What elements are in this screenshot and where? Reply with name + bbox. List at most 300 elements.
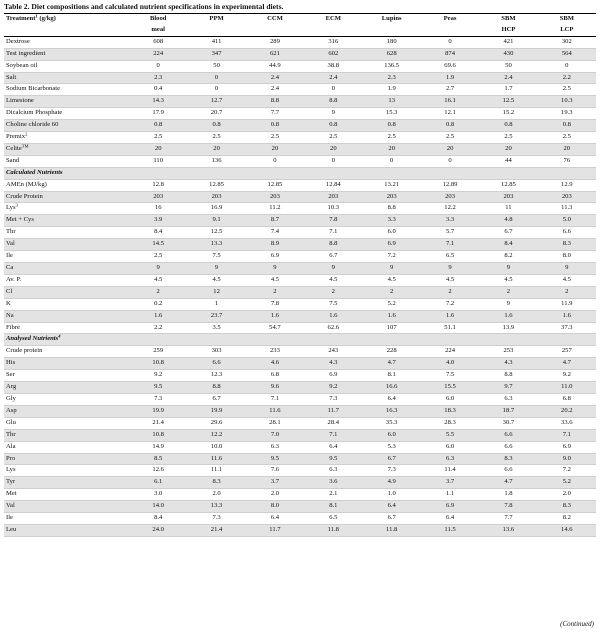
- table-cell: 347: [187, 48, 245, 60]
- row-label: [4, 489, 129, 501]
- table-row: [4, 263, 596, 275]
- row-label: [4, 382, 129, 394]
- section-row: [4, 334, 596, 346]
- table-cell: 6.7: [187, 393, 245, 405]
- table-cell: 2.5: [479, 132, 537, 144]
- table-cell: 13.3: [187, 501, 245, 513]
- row-label: [4, 96, 129, 108]
- table-row: [4, 120, 596, 132]
- table-cell: 6.0: [363, 429, 421, 441]
- row-label-text: Fibre: [6, 323, 20, 331]
- table-cell: 0.8: [421, 120, 479, 132]
- table-row: [4, 501, 596, 513]
- column-header: Blood: [129, 14, 187, 25]
- table-cell: 12.7: [187, 96, 245, 108]
- column-header-sub: [187, 25, 245, 36]
- table-cell: 5.2: [538, 477, 596, 489]
- row-label: [4, 298, 129, 310]
- table-cell: 4.7: [363, 358, 421, 370]
- table-cell: 51.1: [421, 322, 479, 334]
- treatment-header: [4, 14, 129, 25]
- column-header: PPM: [187, 14, 245, 25]
- table-cell: 14.5: [129, 239, 187, 251]
- table-cell: 316: [304, 36, 362, 48]
- table-cell: 18.3: [421, 405, 479, 417]
- table-cell: 6.6: [479, 465, 537, 477]
- row-label: [4, 358, 129, 370]
- table-cell: 0.2: [129, 298, 187, 310]
- table-cell: 10.3: [304, 203, 362, 215]
- table-cell: 1.0: [363, 489, 421, 501]
- row-label-text: Pro: [6, 454, 16, 462]
- table-cell: 136.5: [363, 60, 421, 72]
- table-cell: 2.5: [538, 132, 596, 144]
- table-row: [4, 60, 596, 72]
- table-cell: 0: [304, 84, 362, 96]
- table-cell: 12.2: [421, 203, 479, 215]
- footnote-marker: 1: [35, 13, 38, 19]
- table-cell: 4.7: [479, 477, 537, 489]
- table-cell: 10.8: [129, 358, 187, 370]
- section-heading: [4, 334, 596, 346]
- table-cell: 4.9: [363, 477, 421, 489]
- table-cell: 6.5: [304, 513, 362, 525]
- table-cell: 7.3: [363, 465, 421, 477]
- table-cell: 11.4: [421, 465, 479, 477]
- table-cell: 20.2: [538, 405, 596, 417]
- row-label: [4, 524, 129, 536]
- table-row: [4, 155, 596, 167]
- table-cell: 16.1: [421, 96, 479, 108]
- table-cell: 21.4: [187, 524, 245, 536]
- table-cell: 0.8: [246, 120, 304, 132]
- section-title: Calculated Nutrients: [6, 168, 63, 176]
- table-cell: 203: [304, 191, 362, 203]
- table-cell: 1.6: [538, 310, 596, 322]
- table-cell: 11.1: [187, 465, 245, 477]
- row-label-text: Cl: [6, 287, 13, 295]
- row-label-text: Na: [6, 311, 14, 319]
- section-heading: [4, 167, 596, 179]
- table-cell: 5.0: [538, 215, 596, 227]
- table-cell: 20: [246, 143, 304, 155]
- table-cell: 203: [479, 191, 537, 203]
- table-cell: 303: [187, 346, 245, 358]
- table-cell: 2.4: [246, 72, 304, 84]
- row-label-text: Celite: [6, 144, 22, 152]
- row-label: [4, 286, 129, 298]
- column-header: SBM: [479, 14, 537, 25]
- table-cell: 9: [304, 108, 362, 120]
- table-cell: 9.2: [304, 382, 362, 394]
- column-header: Lupins: [363, 14, 421, 25]
- table-cell: 11.0: [538, 382, 596, 394]
- row-label-text: Glu: [6, 418, 16, 426]
- table-cell: 12.5: [479, 96, 537, 108]
- table-cell: 4.5: [129, 274, 187, 286]
- table-cell: 4.5: [246, 274, 304, 286]
- table-cell: 9: [538, 263, 596, 275]
- table-cell: 6.7: [363, 453, 421, 465]
- table-cell: 13.9: [479, 322, 537, 334]
- row-label: [4, 263, 129, 275]
- table-cell: 2.2: [129, 322, 187, 334]
- table-cell: 14.6: [538, 524, 596, 536]
- table-cell: 6.4: [246, 513, 304, 525]
- table-cell: 3.3: [363, 215, 421, 227]
- table-cell: 12.3: [187, 370, 245, 382]
- row-label-text: Ala: [6, 442, 16, 450]
- table-cell: 13.3: [187, 239, 245, 251]
- table-cell: 7.8: [479, 501, 537, 513]
- table-cell: 0.8: [538, 120, 596, 132]
- table-row: [4, 108, 596, 120]
- table-cell: 9: [421, 263, 479, 275]
- table-cell: 12.8: [129, 179, 187, 191]
- table-cell: 0.8: [129, 120, 187, 132]
- table-cell: 4.5: [479, 274, 537, 286]
- table-cell: 8.8: [304, 239, 362, 251]
- table-cell: 6.8: [538, 393, 596, 405]
- table-cell: 8.0: [246, 501, 304, 513]
- row-label-text: Lys: [6, 466, 16, 474]
- table-cell: 21.4: [129, 417, 187, 429]
- table-cell: 12: [187, 286, 245, 298]
- table-cell: 4.5: [304, 274, 362, 286]
- table-cell: 2.3: [363, 72, 421, 84]
- table-cell: 11.6: [246, 405, 304, 417]
- table-cell: 20: [363, 143, 421, 155]
- header-row-1: [4, 14, 596, 25]
- table-cell: 12.1: [421, 108, 479, 120]
- table-cell: 7.7: [479, 513, 537, 525]
- row-label: [4, 513, 129, 525]
- table-cell: 69.6: [421, 60, 479, 72]
- table-cell: 3.7: [246, 477, 304, 489]
- table-cell: 9: [129, 263, 187, 275]
- table-cell: 4.8: [479, 215, 537, 227]
- table-cell: 11: [479, 203, 537, 215]
- table-cell: 874: [421, 48, 479, 60]
- table-cell: 9.5: [129, 382, 187, 394]
- column-header-sub: HCP: [479, 25, 537, 36]
- row-label: [4, 48, 129, 60]
- row-label: [4, 417, 129, 429]
- table-cell: 9: [479, 298, 537, 310]
- table-cell: 54.7: [246, 322, 304, 334]
- table-cell: 37.3: [538, 322, 596, 334]
- row-label: [4, 322, 129, 334]
- row-label: [4, 310, 129, 322]
- table-cell: 12.85: [246, 179, 304, 191]
- table-cell: 20: [538, 143, 596, 155]
- table-cell: 8.8: [479, 370, 537, 382]
- table-cell: 6.3: [421, 453, 479, 465]
- table-cell: 2.5: [129, 132, 187, 144]
- table-row: [4, 524, 596, 536]
- table-cell: 11.5: [421, 524, 479, 536]
- table-cell: 12.85: [479, 179, 537, 191]
- table-cell: 0.8: [479, 120, 537, 132]
- table-row: [4, 370, 596, 382]
- table-cell: 0.8: [187, 120, 245, 132]
- row-label: [4, 477, 129, 489]
- table-cell: 19.3: [538, 108, 596, 120]
- table-cell: 6.9: [421, 501, 479, 513]
- row-label: [4, 429, 129, 441]
- table-cell: 8.4: [129, 513, 187, 525]
- table-cell: 7.4: [246, 227, 304, 239]
- table-row: [4, 477, 596, 489]
- table-cell: 6.3: [304, 465, 362, 477]
- table-cell: 243: [304, 346, 362, 358]
- row-label-text: Choline chloride 60: [6, 121, 59, 129]
- table-cell: 9.6: [246, 382, 304, 394]
- row-label: [4, 465, 129, 477]
- column-header-sub: [421, 25, 479, 36]
- table-cell: 9: [304, 263, 362, 275]
- row-label: [4, 132, 129, 144]
- row-label-text: AMEn (MJ/kg): [6, 180, 47, 188]
- continued-note: (Continued): [560, 620, 594, 628]
- table-cell: 8.2: [479, 251, 537, 263]
- table-cell: 8.4: [479, 239, 537, 251]
- treatment-unit: (g/kg): [37, 15, 56, 22]
- table-cell: 9: [246, 263, 304, 275]
- table-body: [4, 36, 596, 536]
- row-label: [4, 274, 129, 286]
- row-label: [4, 393, 129, 405]
- table-cell: 11.8: [363, 524, 421, 536]
- table-cell: 224: [129, 48, 187, 60]
- row-label: [4, 155, 129, 167]
- table-cell: 602: [304, 48, 362, 60]
- table-cell: 421: [479, 36, 537, 48]
- table-cell: 203: [363, 191, 421, 203]
- table-cell: 16: [129, 203, 187, 215]
- table-cell: 6.5: [421, 251, 479, 263]
- table-cell: 44: [479, 155, 537, 167]
- table-cell: 9.7: [479, 382, 537, 394]
- table-cell: 2: [421, 286, 479, 298]
- table-cell: 6.4: [363, 393, 421, 405]
- table-cell: 7.3: [187, 513, 245, 525]
- table-cell: 5.3: [363, 441, 421, 453]
- row-label-text: Arg: [6, 383, 17, 391]
- table-cell: 6.9: [363, 239, 421, 251]
- table-cell: 302: [538, 36, 596, 48]
- table-cell: 7.1: [304, 429, 362, 441]
- row-label-text: Crude Protein: [6, 192, 43, 200]
- table-cell: 8.5: [129, 453, 187, 465]
- table-cell: 18.7: [479, 405, 537, 417]
- table-cell: 15.3: [363, 108, 421, 120]
- table-cell: 28.1: [246, 417, 304, 429]
- table-cell: 6.0: [421, 441, 479, 453]
- table-cell: 6.6: [479, 441, 537, 453]
- table-cell: 10.8: [129, 429, 187, 441]
- table-cell: 203: [421, 191, 479, 203]
- table-row: [4, 358, 596, 370]
- table-cell: 12.5: [187, 227, 245, 239]
- table-row: [4, 36, 596, 48]
- section-title: Analysed Nutrients: [6, 335, 59, 343]
- table-cell: 10.3: [538, 96, 596, 108]
- row-label: [4, 36, 129, 48]
- table-cell: 2.1: [304, 489, 362, 501]
- table-cell: 20: [421, 143, 479, 155]
- row-label-text: Premix: [6, 133, 26, 141]
- table-cell: 12.9: [538, 179, 596, 191]
- row-label: [4, 501, 129, 513]
- table-cell: 3.9: [129, 215, 187, 227]
- table-row: [4, 191, 596, 203]
- table-cell: 1.6: [421, 310, 479, 322]
- row-label: [4, 120, 129, 132]
- table-cell: 11.2: [246, 203, 304, 215]
- table-cell: 50: [187, 60, 245, 72]
- table-cell: 6.6: [187, 358, 245, 370]
- table-cell: 14.3: [129, 96, 187, 108]
- row-label: [4, 239, 129, 251]
- table-row: [4, 417, 596, 429]
- table-cell: 5.5: [421, 429, 479, 441]
- footnote-marker: 2: [25, 131, 28, 137]
- column-header-sub: [363, 25, 421, 36]
- table-cell: 5.7: [421, 227, 479, 239]
- table-cell: 10.0: [187, 441, 245, 453]
- table-row: [4, 429, 596, 441]
- table-cell: 6.9: [538, 441, 596, 453]
- table-cell: 16.3: [363, 405, 421, 417]
- table-cell: 9.5: [304, 453, 362, 465]
- table-cell: 9: [363, 263, 421, 275]
- table-cell: 0: [129, 60, 187, 72]
- table-cell: 30.7: [479, 417, 537, 429]
- row-label-text: Ca: [6, 264, 14, 271]
- row-label-text: Dicalcium Phosphate: [6, 109, 63, 117]
- table-cell: 16.9: [187, 203, 245, 215]
- table-cell: 12.84: [304, 179, 362, 191]
- table-cell: 2.4: [246, 84, 304, 96]
- table-cell: 13.21: [363, 179, 421, 191]
- row-label: [4, 60, 129, 72]
- row-label: [4, 346, 129, 358]
- table-cell: 8.1: [363, 370, 421, 382]
- table-cell: 28.4: [304, 417, 362, 429]
- table-row: [4, 215, 596, 227]
- table-cell: 4.3: [479, 358, 537, 370]
- table-row: [4, 203, 596, 215]
- table-cell: 1.6: [479, 310, 537, 322]
- row-label: [4, 370, 129, 382]
- table-cell: 8.8: [304, 96, 362, 108]
- row-label-text: Thr: [6, 228, 16, 236]
- table-cell: 6.8: [246, 370, 304, 382]
- table-row: [4, 465, 596, 477]
- row-label: [4, 143, 129, 155]
- table-cell: 224: [421, 346, 479, 358]
- table-cell: 8.3: [187, 477, 245, 489]
- table-cell: 11.7: [304, 405, 362, 417]
- table-cell: 2: [538, 286, 596, 298]
- table-cell: 8.1: [304, 501, 362, 513]
- table-cell: 4.5: [187, 274, 245, 286]
- table-cell: 9: [479, 263, 537, 275]
- table-cell: 12.85: [187, 179, 245, 191]
- table-row: [4, 132, 596, 144]
- table-cell: 110: [129, 155, 187, 167]
- table-cell: 6.4: [304, 441, 362, 453]
- column-header-sub: [304, 25, 362, 36]
- table-cell: 8.9: [246, 239, 304, 251]
- table-cell: 0: [421, 36, 479, 48]
- table-cell: 4.5: [538, 274, 596, 286]
- table-cell: 228: [363, 346, 421, 358]
- table-cell: 7.1: [538, 429, 596, 441]
- row-label: [4, 72, 129, 84]
- row-label-text: Sand: [6, 156, 20, 164]
- table-cell: 50: [479, 60, 537, 72]
- table-cell: 2.2: [538, 72, 596, 84]
- table-row: [4, 143, 596, 155]
- table-cell: 8.8: [187, 382, 245, 394]
- table-cell: 2.7: [421, 84, 479, 96]
- row-label-text: Tyr: [6, 478, 16, 486]
- table-cell: 8.2: [538, 513, 596, 525]
- diet-composition-table: [4, 13, 596, 537]
- table-cell: 7.8: [246, 298, 304, 310]
- table-cell: 1.9: [421, 72, 479, 84]
- table-cell: 1.6: [304, 310, 362, 322]
- table-cell: 253: [479, 346, 537, 358]
- table-row: [4, 298, 596, 310]
- table-cell: 8.3: [538, 239, 596, 251]
- table-cell: 7.5: [304, 298, 362, 310]
- table-cell: 6.6: [479, 429, 537, 441]
- table-row: [4, 441, 596, 453]
- table-header: [4, 14, 596, 37]
- table-cell: 14.0: [129, 501, 187, 513]
- row-label: [4, 84, 129, 96]
- table-cell: 2: [304, 286, 362, 298]
- table-cell: 62.6: [304, 322, 362, 334]
- table-cell: 0: [187, 72, 245, 84]
- table-cell: 2: [479, 286, 537, 298]
- table-cell: 6.9: [304, 370, 362, 382]
- column-header-sub: [246, 25, 304, 36]
- table-row: [4, 286, 596, 298]
- table-cell: 8.8: [246, 96, 304, 108]
- table-cell: 0: [363, 155, 421, 167]
- table-row: [4, 322, 596, 334]
- footnote-marker: TM: [21, 143, 29, 149]
- table-row: [4, 48, 596, 60]
- table-cell: 2.5: [421, 132, 479, 144]
- table-cell: 3.0: [129, 489, 187, 501]
- table-cell: 4.5: [421, 274, 479, 286]
- table-cell: 203: [246, 191, 304, 203]
- row-label: [4, 227, 129, 239]
- table-row: [4, 393, 596, 405]
- header-blank: [4, 25, 129, 36]
- row-label-text: Val: [6, 502, 15, 510]
- row-label: [4, 203, 129, 215]
- table-row: [4, 274, 596, 286]
- table-cell: 7.0: [246, 429, 304, 441]
- table-cell: 11.9: [538, 298, 596, 310]
- row-label-text: Met: [6, 490, 17, 498]
